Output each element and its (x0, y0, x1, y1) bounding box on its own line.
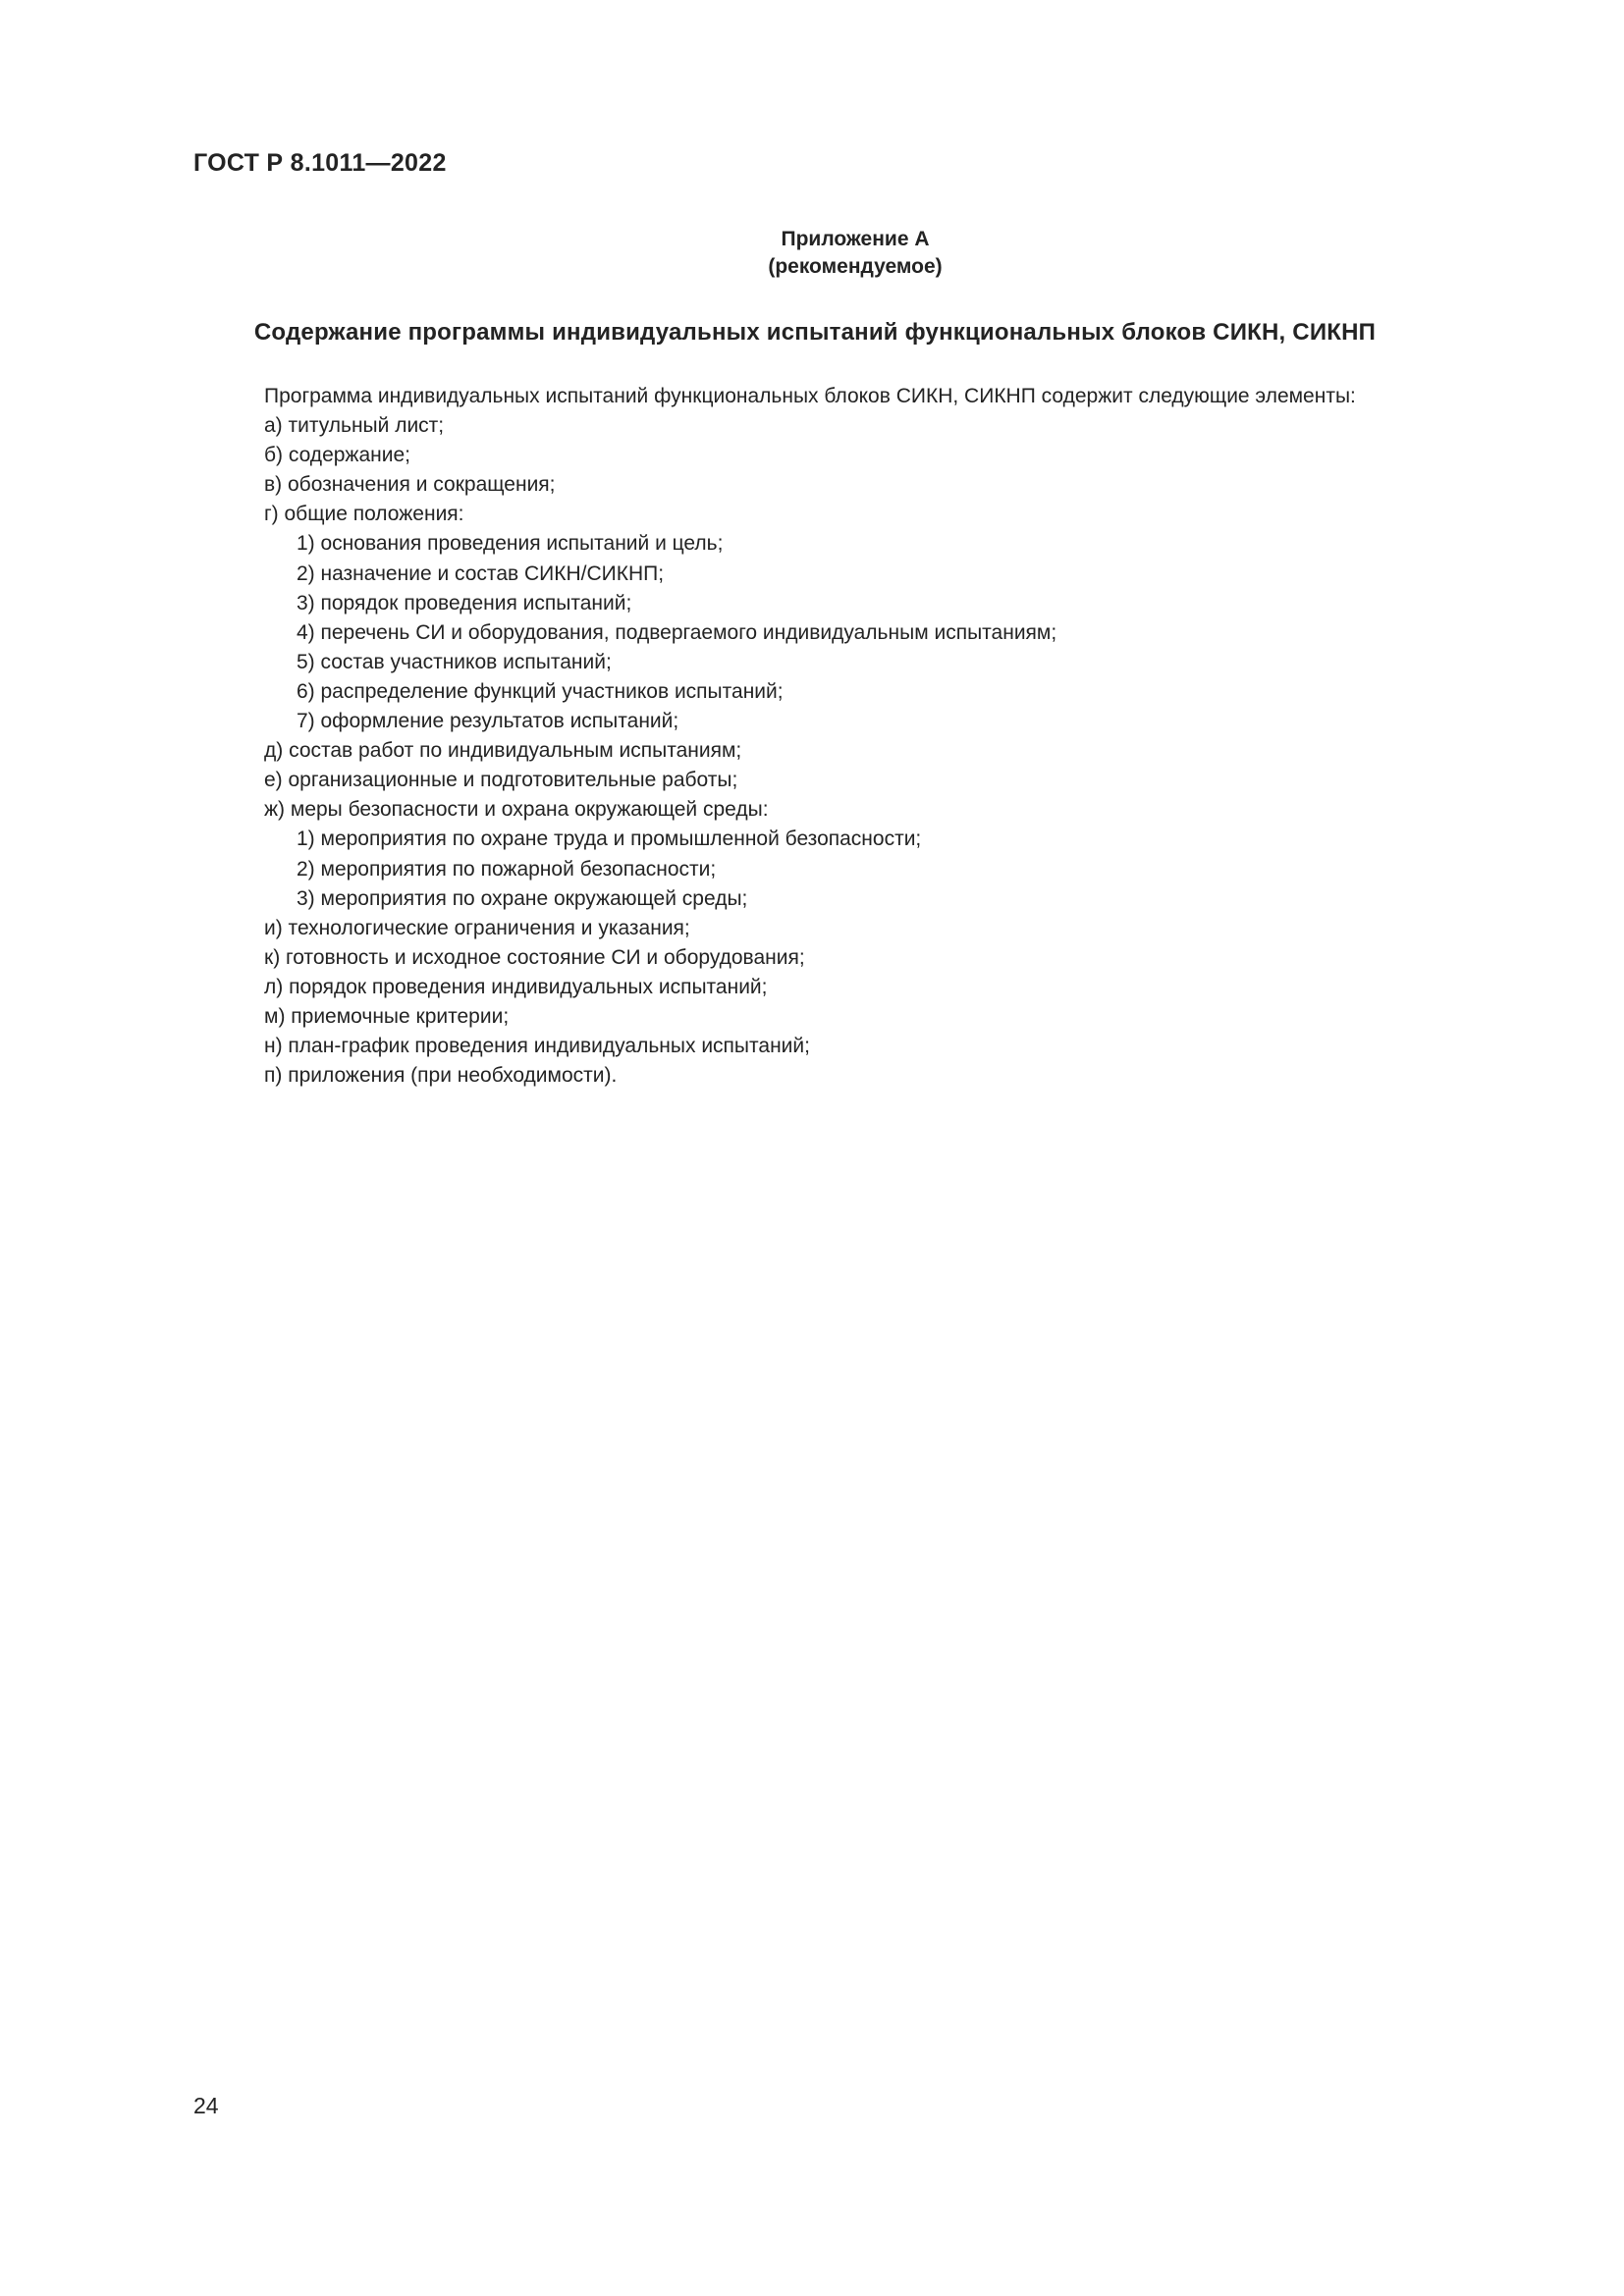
intro-paragraph: Программа индивидуальных испытаний функциональных блоков СИКН, СИКНП содержит следующие элементы: (264, 385, 1356, 407)
list-item: г) общие положения: (264, 503, 464, 526)
sub-list-item: 4) перечень СИ и оборудования, подвергаемого индивидуальным испытаниям; (297, 620, 1057, 644)
appendix-title: Приложение А (781, 228, 930, 250)
sub-list-item: 1) мероприятия по охране труда и промышленной безопасности; (297, 828, 922, 851)
sub-list-item: 6) распределение функций участников испытаний; (297, 679, 784, 703)
list-item: л) порядок проведения индивидуальных испытаний; (264, 975, 768, 998)
sub-list-item: 7) оформление результатов испытаний; (297, 710, 679, 733)
appendix-status: (рекомендуемое) (768, 255, 943, 278)
sub-list-item: 1) основания проведения испытаний и цель; (297, 532, 724, 556)
section-heading-text: Содержание программы индивидуальных испытаний функциональных блоков СИКН, СИКНП (253, 319, 1377, 346)
list-item: п) приложения (при необходимости). (264, 1064, 618, 1088)
list-item: в) обозначения и сокращения; (264, 473, 556, 497)
list-item: м) приемочные критерии; (264, 1004, 510, 1028)
document-code: ГОСТ Р 8.1011—2022 (193, 149, 447, 177)
section-heading (0, 319, 1624, 347)
document-body (264, 382, 1356, 1091)
sub-list-item: 3) мероприятия по охране окружающей среды; (297, 886, 748, 910)
sub-list-item: 3) порядок проведения испытаний; (297, 591, 632, 614)
list-item: б) содержание; (264, 444, 410, 467)
list-item: ж) меры безопасности и охрана окружающей среды: (264, 798, 769, 822)
page-number: 24 (193, 2093, 219, 2118)
list-item: е) организационные и подготовительные работы; (264, 769, 738, 792)
list-item: н) план-график проведения индивидуальных испытаний; (264, 1035, 810, 1058)
list-item: и) технологические ограничения и указания; (264, 916, 690, 939)
sub-list-item: 2) мероприятия по пожарной безопасности; (297, 857, 717, 881)
list-item: а) титульный лист; (264, 414, 445, 438)
list-item: к) готовность и исходное состояние СИ и оборудования; (264, 945, 805, 969)
appendix-title-block (0, 226, 1624, 281)
sub-list-item: 5) состав участников испытаний; (297, 650, 612, 673)
list-item: д) состав работ по индивидуальным испытаниям; (264, 739, 742, 763)
sub-list-item: 2) назначение и состав СИКН/СИКНП; (297, 561, 665, 585)
